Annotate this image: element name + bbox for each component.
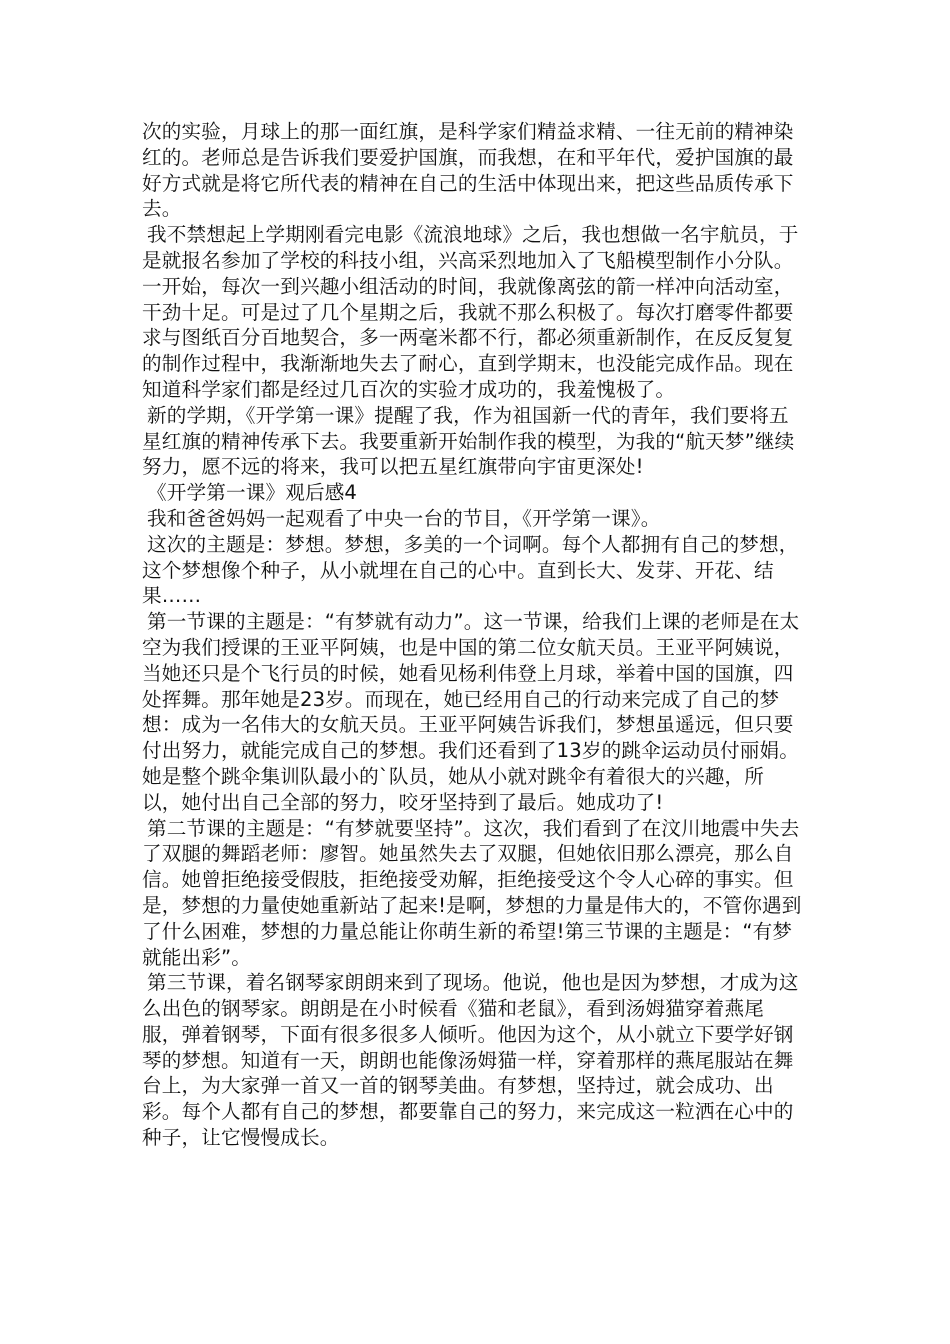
paragraph-1: 次的实验，月球上的那一面红旗，是科学家们精益求精、一往无前的精神染红的。老师总是告诉我们要爱护国旗，而我想，在和平年代，爱护国旗的最好方式就是将它所代表的精神在自己的生活中体现出来，把这些品质传承下去。 bbox=[142, 120, 794, 221]
paragraph-2: 我不禁想起上学期刚看完电影《流浪地球》之后，我也想做一名宇航员，于是就报名参加了学校的科技小组，兴高采烈地加入了飞船模型制作小分队。一开始，每次一到兴趣小组活动的时间，我就像离弦的箭一样冲向活动室，干劲十足。可是过了几个星期之后，我就不那么积极了。每次打磨零件都要求与图纸百分百地契合，多一两毫米都不行，都必须重新制作，在反反复复的制作过程中，我渐渐地失去了耐心，直到学期末，也没能完成作品。现在知道科学家们都是经过几百次的实验才成功的，我羞愧极了。 bbox=[142, 223, 799, 401]
paragraph-6: 第一节课的主题是：“有梦就有动力”。这一节课，给我们上课的老师是在太空为我们授课的王亚平阿姨，也是中国的第二位女航天员。王亚平阿姨说，当她还只是个飞行员的时候，她看见杨利伟登上月球，举着中国的国旗，四处挥舞。那年她是23岁。而现在，她已经用自己的行动来完成了自己的梦想：成为一名伟大的女航天员。王亚平阿姨告诉我们，梦想虽遥远，但只要付出努力，就能完成自己的梦想。我们还看到了13岁的跳伞运动员付丽娟。她是整个跳伞集训队最小的`队员，她从小就对跳伞有着很大的兴趣，所以，她付出自己全部的努力，咬牙坚持到了最后。她成功了! bbox=[142, 610, 800, 814]
paragraph-8: 第三节课，着名钢琴家朗朗来到了现场。他说，他也是因为梦想，才成为这么出色的钢琴家。朗朗是在小时候看《猫和老鼠》，看到汤姆猫穿着燕尾服，弹着钢琴，下面有很多很多人倾听。他因为这个，从小就立下要学好钢琴的梦想。知道有一天，朗朗也能像汤姆猫一样，穿着那样的燕尾服站在舞台上，为大家弹一首又一首的钢琴美曲。有梦想，坚持过，就会成功、出彩。每个人都有自己的梦想，都要靠自己的努力，来完成这一粒洒在心中的种子，让它慢慢成长。 bbox=[142, 971, 799, 1150]
paragraph-4: 我和爸爸妈妈一起观看了中央一台的节目，《开学第一课》。 bbox=[147, 506, 661, 530]
section-heading: 《开学第一课》观后感4 bbox=[147, 481, 358, 505]
paragraph-3: 新的学期，《开学第一课》提醒了我，作为祖国新一代的青年，我们要将五星红旗的精神传承下去。我要重新开始制作我的模型，为我的“航天梦”继续努力，愿不远的将来，我可以把五星红旗带向宇宙更深处! bbox=[142, 403, 795, 479]
paragraph-7: 第二节课的主题是：“有梦就要坚持”。这次，我们看到了在汶川地震中失去了双腿的舞蹈老师：廖智。她虽然失去了双腿，但她依旧那么漂亮，那么自信。她曾拒绝接受假肢，拒绝接受劝解，拒绝接受这个令人心碎的事实。但是，梦想的力量使她重新站了起来!是啊，梦想的力量是伟大的，不管你遇到了什么困难，梦想的力量总能让你萌生新的希望!第三节课的主题是：“有梦就能出彩”。 bbox=[142, 816, 802, 969]
document-body bbox=[142, 119, 802, 1151]
paragraph-5: 这次的主题是：梦想。梦想，多美的一个词啊。每个人都拥有自己的梦想，这个梦想像个种子，从小就埋在自己的心中。直到长大、发芽、开花、结果…… bbox=[142, 532, 799, 608]
